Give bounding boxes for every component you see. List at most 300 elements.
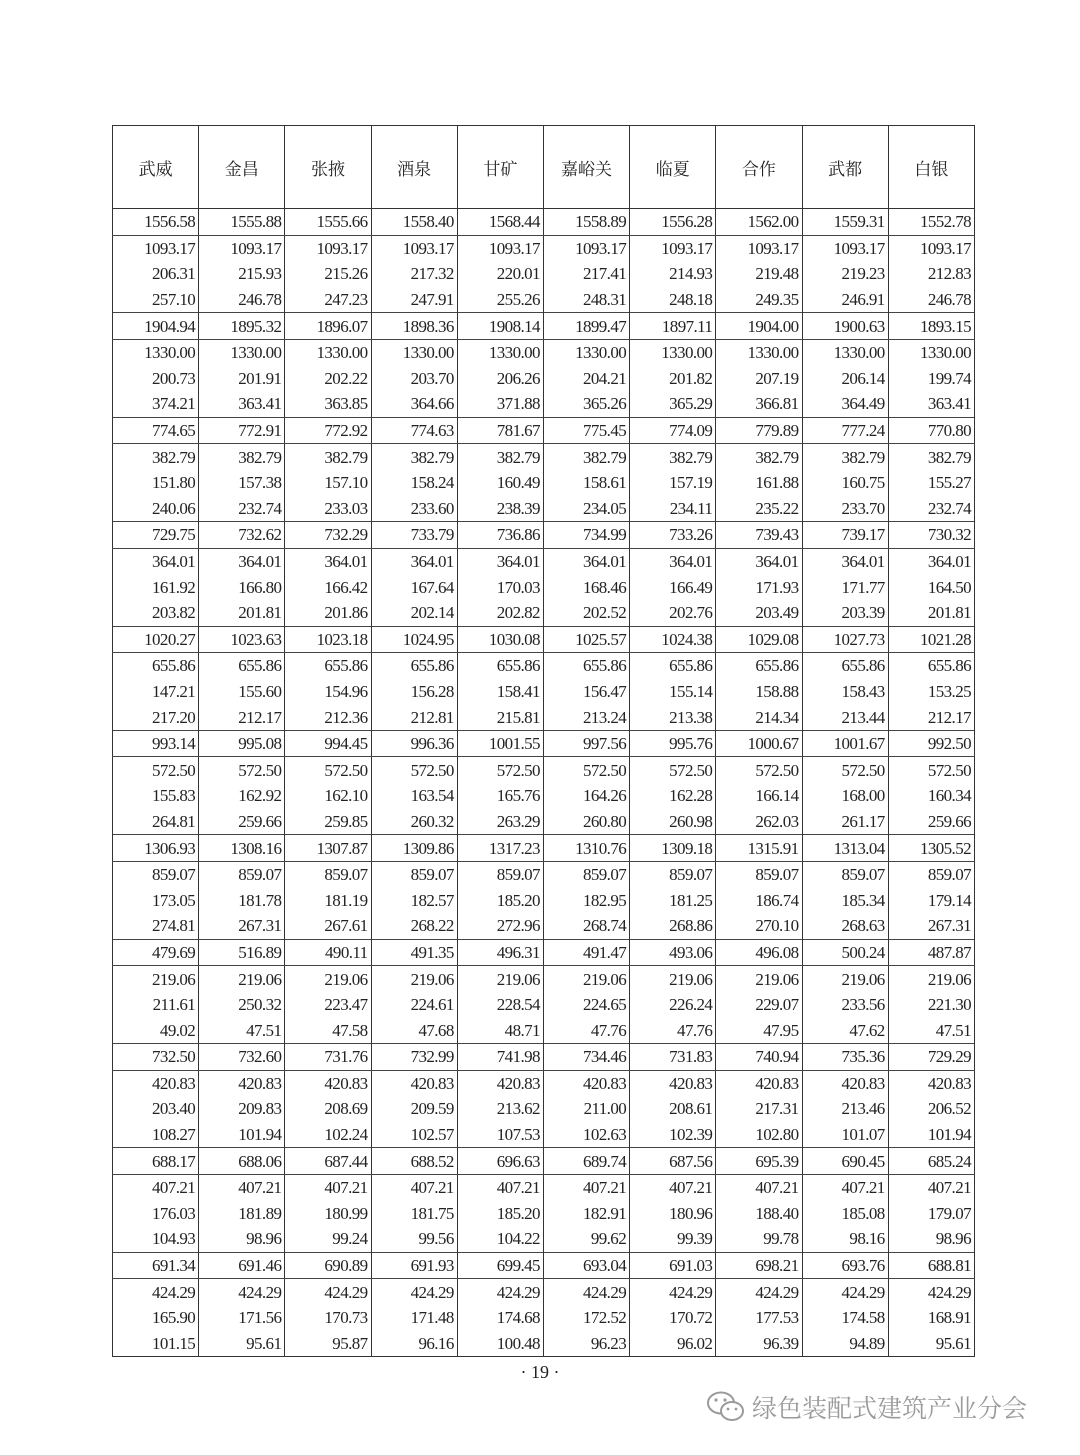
table-cell: 201.82 (630, 366, 716, 392)
table-cell: 99.39 (630, 1226, 716, 1252)
table-cell: 1562.00 (716, 209, 802, 236)
table-cell: 407.21 (457, 1174, 543, 1200)
table-cell: 1330.00 (457, 339, 543, 365)
table-row (113, 1201, 975, 1227)
table-cell: 572.50 (199, 757, 285, 783)
table-cell: 158.43 (802, 679, 888, 705)
table-cell: 96.02 (630, 1331, 716, 1357)
page-number: · 19 · (520, 1362, 560, 1382)
table-cell: 166.80 (199, 574, 285, 600)
table-cell: 1330.00 (199, 339, 285, 365)
table-cell: 235.22 (716, 496, 802, 522)
table-cell: 170.03 (457, 574, 543, 600)
wechat-icon (706, 1390, 746, 1424)
table-cell: 1027.73 (802, 626, 888, 653)
table-cell: 741.98 (457, 1044, 543, 1071)
table-cell: 382.79 (457, 444, 543, 470)
table-cell: 213.44 (802, 704, 888, 730)
table-cell: 691.03 (630, 1252, 716, 1279)
table-cell: 162.28 (630, 783, 716, 809)
table-cell: 479.69 (113, 939, 199, 966)
table-cell: 364.01 (285, 548, 371, 574)
table-cell: 155.83 (113, 783, 199, 809)
table-cell: 655.86 (716, 653, 802, 679)
table-cell: 203.70 (371, 366, 457, 392)
table-cell: 572.50 (285, 757, 371, 783)
table-cell: 732.60 (199, 1044, 285, 1071)
table-cell: 47.68 (371, 1017, 457, 1043)
table-cell: 1020.27 (113, 626, 199, 653)
table-cell: 219.06 (457, 966, 543, 992)
table-cell: 181.78 (199, 887, 285, 913)
table-cell: 233.56 (802, 992, 888, 1018)
table-cell: 364.01 (630, 548, 716, 574)
table-cell: 264.81 (113, 809, 199, 835)
table-cell: 732.99 (371, 1044, 457, 1071)
table-cell: 259.66 (199, 809, 285, 835)
table-cell: 238.39 (457, 496, 543, 522)
table-cell: 1330.00 (543, 339, 629, 365)
table-cell: 268.63 (802, 913, 888, 939)
table-cell: 420.83 (371, 1070, 457, 1096)
table-cell: 859.07 (802, 861, 888, 887)
table-cell: 170.73 (285, 1305, 371, 1331)
table-cell: 206.14 (802, 366, 888, 392)
table-cell: 364.66 (371, 391, 457, 417)
table-cell: 259.66 (888, 809, 974, 835)
table-cell: 172.52 (543, 1305, 629, 1331)
table-cell: 698.21 (716, 1252, 802, 1279)
table-cell: 382.79 (802, 444, 888, 470)
column-header: 甘矿 (457, 126, 543, 209)
table-cell: 164.50 (888, 574, 974, 600)
table-cell: 209.59 (371, 1096, 457, 1122)
table-cell: 859.07 (371, 861, 457, 887)
table-cell: 420.83 (716, 1070, 802, 1096)
data-table (112, 125, 975, 1357)
table-cell: 687.56 (630, 1148, 716, 1175)
table-cell: 98.96 (888, 1226, 974, 1252)
subtotal-row (113, 939, 975, 966)
table-cell: 202.14 (371, 600, 457, 626)
table-cell: 655.86 (113, 653, 199, 679)
table-cell: 181.75 (371, 1201, 457, 1227)
table-cell: 690.89 (285, 1252, 371, 1279)
table-cell: 211.00 (543, 1096, 629, 1122)
table-cell: 407.21 (888, 1174, 974, 1200)
table-cell: 655.86 (457, 653, 543, 679)
column-header: 嘉峪关 (543, 126, 629, 209)
table-cell: 209.83 (199, 1096, 285, 1122)
table-cell: 215.93 (199, 261, 285, 287)
table-cell: 364.01 (113, 548, 199, 574)
table-cell: 655.86 (371, 653, 457, 679)
table-cell: 1897.11 (630, 313, 716, 340)
table-cell: 779.89 (716, 417, 802, 444)
table-row (113, 887, 975, 913)
table-cell: 859.07 (199, 861, 285, 887)
table-cell: 219.06 (113, 966, 199, 992)
table-cell: 496.31 (457, 939, 543, 966)
table-cell: 204.21 (543, 366, 629, 392)
table-cell: 207.19 (716, 366, 802, 392)
table-cell: 262.03 (716, 809, 802, 835)
table-cell: 407.21 (371, 1174, 457, 1200)
table-cell: 730.32 (888, 522, 974, 549)
table-cell: 102.63 (543, 1122, 629, 1148)
table-cell: 223.47 (285, 992, 371, 1018)
table-cell: 272.96 (457, 913, 543, 939)
table-cell: 157.19 (630, 470, 716, 496)
table-cell: 170.72 (630, 1305, 716, 1331)
table-row (113, 704, 975, 730)
table-cell: 240.06 (113, 496, 199, 522)
table-cell: 407.21 (630, 1174, 716, 1200)
table-cell: 424.29 (199, 1279, 285, 1305)
table-cell: 219.06 (543, 966, 629, 992)
table-cell: 201.81 (888, 600, 974, 626)
table-cell: 155.60 (199, 679, 285, 705)
table-cell: 859.07 (457, 861, 543, 887)
table-cell: 260.32 (371, 809, 457, 835)
table-cell: 1552.78 (888, 209, 974, 236)
table-cell: 1898.36 (371, 313, 457, 340)
table-row (113, 809, 975, 835)
table-cell: 859.07 (113, 861, 199, 887)
table-cell: 1093.17 (199, 235, 285, 261)
table-cell: 247.23 (285, 287, 371, 313)
table-cell: 420.83 (630, 1070, 716, 1096)
table-cell: 215.26 (285, 261, 371, 287)
table-cell: 157.38 (199, 470, 285, 496)
table-cell: 160.49 (457, 470, 543, 496)
table-cell: 1899.47 (543, 313, 629, 340)
table-cell: 496.08 (716, 939, 802, 966)
table-cell: 363.41 (888, 391, 974, 417)
table-cell: 735.36 (802, 1044, 888, 1071)
table-cell: 249.35 (716, 287, 802, 313)
table-cell: 774.09 (630, 417, 716, 444)
table-cell: 688.52 (371, 1148, 457, 1175)
table-cell: 226.24 (630, 992, 716, 1018)
table-cell: 206.31 (113, 261, 199, 287)
table-cell: 104.93 (113, 1226, 199, 1252)
table-cell: 690.45 (802, 1148, 888, 1175)
table-cell: 859.07 (285, 861, 371, 887)
table-cell: 407.21 (285, 1174, 371, 1200)
subtotal-row (113, 417, 975, 444)
table-cell: 1893.15 (888, 313, 974, 340)
table-cell: 772.91 (199, 417, 285, 444)
table-cell: 1900.63 (802, 313, 888, 340)
table-row (113, 600, 975, 626)
table-cell: 655.86 (888, 653, 974, 679)
table-cell: 99.62 (543, 1226, 629, 1252)
table-cell: 158.24 (371, 470, 457, 496)
table-cell: 185.08 (802, 1201, 888, 1227)
table-cell: 1025.57 (543, 626, 629, 653)
table-cell: 516.89 (199, 939, 285, 966)
table-cell: 107.53 (457, 1122, 543, 1148)
table-cell: 655.86 (285, 653, 371, 679)
table-cell: 363.85 (285, 391, 371, 417)
table-cell: 224.65 (543, 992, 629, 1018)
table-cell: 1024.95 (371, 626, 457, 653)
table-cell: 215.81 (457, 704, 543, 730)
table-cell: 859.07 (888, 861, 974, 887)
table-cell: 221.30 (888, 992, 974, 1018)
table-cell: 772.92 (285, 417, 371, 444)
table-cell: 363.41 (199, 391, 285, 417)
table-cell: 733.26 (630, 522, 716, 549)
header-row (113, 126, 975, 209)
table-cell: 201.91 (199, 366, 285, 392)
table-row (113, 391, 975, 417)
table-cell: 261.17 (802, 809, 888, 835)
table-cell: 176.03 (113, 1201, 199, 1227)
table-cell: 781.67 (457, 417, 543, 444)
table-cell: 1895.32 (199, 313, 285, 340)
table-cell: 162.10 (285, 783, 371, 809)
table-cell: 219.06 (630, 966, 716, 992)
table-cell: 179.14 (888, 887, 974, 913)
table-cell: 491.47 (543, 939, 629, 966)
table-cell: 1330.00 (888, 339, 974, 365)
table-cell: 732.62 (199, 522, 285, 549)
table-cell: 228.54 (457, 992, 543, 1018)
table-row (113, 679, 975, 705)
table-cell: 219.06 (716, 966, 802, 992)
table-row (113, 783, 975, 809)
table-cell: 493.06 (630, 939, 716, 966)
table-cell: 572.50 (716, 757, 802, 783)
table-cell: 267.31 (199, 913, 285, 939)
table-cell: 420.83 (199, 1070, 285, 1096)
table-cell: 382.79 (371, 444, 457, 470)
table-cell: 420.83 (285, 1070, 371, 1096)
table-cell: 382.79 (113, 444, 199, 470)
table-row (113, 261, 975, 287)
table-cell: 157.10 (285, 470, 371, 496)
table-cell: 1093.17 (716, 235, 802, 261)
table-cell: 165.76 (457, 783, 543, 809)
table-cell: 185.20 (457, 887, 543, 913)
table-cell: 166.14 (716, 783, 802, 809)
table-cell: 47.51 (199, 1017, 285, 1043)
column-header: 酒泉 (371, 126, 457, 209)
table-row (113, 444, 975, 470)
table-row (113, 861, 975, 887)
table-cell: 203.39 (802, 600, 888, 626)
table-cell: 101.07 (802, 1122, 888, 1148)
table-cell: 213.38 (630, 704, 716, 730)
table-cell: 248.18 (630, 287, 716, 313)
table-cell: 160.75 (802, 470, 888, 496)
table-cell: 179.07 (888, 1201, 974, 1227)
column-header: 武威 (113, 126, 199, 209)
table-cell: 364.01 (199, 548, 285, 574)
table-cell: 171.48 (371, 1305, 457, 1331)
table-cell: 171.77 (802, 574, 888, 600)
table-cell: 1024.38 (630, 626, 716, 653)
table-cell: 364.01 (543, 548, 629, 574)
table-cell: 211.61 (113, 992, 199, 1018)
watermark-text: 绿色装配式建筑产业分会 (752, 1394, 1028, 1423)
table-cell: 732.29 (285, 522, 371, 549)
table-row (113, 913, 975, 939)
table-cell: 206.52 (888, 1096, 974, 1122)
table-cell: 1313.04 (802, 835, 888, 862)
table-cell: 1305.52 (888, 835, 974, 862)
table-cell: 1317.23 (457, 835, 543, 862)
table-cell: 1330.00 (371, 339, 457, 365)
table-cell: 47.58 (285, 1017, 371, 1043)
column-header: 张掖 (285, 126, 371, 209)
table-cell: 1023.63 (199, 626, 285, 653)
table-cell: 156.28 (371, 679, 457, 705)
table-cell: 267.31 (888, 913, 974, 939)
table-cell: 1309.86 (371, 835, 457, 862)
table-cell: 188.40 (716, 1201, 802, 1227)
table-cell: 696.63 (457, 1148, 543, 1175)
table-cell: 185.20 (457, 1201, 543, 1227)
table-row (113, 757, 975, 783)
table-cell: 774.65 (113, 417, 199, 444)
table-cell: 202.52 (543, 600, 629, 626)
table-cell: 424.29 (371, 1279, 457, 1305)
table-cell: 729.29 (888, 1044, 974, 1071)
table-cell: 165.90 (113, 1305, 199, 1331)
table-cell: 213.24 (543, 704, 629, 730)
table-cell: 1558.89 (543, 209, 629, 236)
table-cell: 161.88 (716, 470, 802, 496)
table-cell: 1310.76 (543, 835, 629, 862)
table-cell: 181.89 (199, 1201, 285, 1227)
table-cell: 655.86 (543, 653, 629, 679)
table-cell: 859.07 (543, 861, 629, 887)
table-cell: 1896.07 (285, 313, 371, 340)
table-cell: 689.74 (543, 1148, 629, 1175)
table-cell: 995.76 (630, 730, 716, 757)
table-cell: 859.07 (630, 861, 716, 887)
table-cell: 685.24 (888, 1148, 974, 1175)
table-cell: 154.96 (285, 679, 371, 705)
table-cell: 147.21 (113, 679, 199, 705)
column-header: 白银 (888, 126, 974, 209)
table-cell: 260.80 (543, 809, 629, 835)
table-cell: 162.92 (199, 783, 285, 809)
table-cell: 1556.28 (630, 209, 716, 236)
table-cell: 1307.87 (285, 835, 371, 862)
table-cell: 365.29 (630, 391, 716, 417)
table-cell: 182.57 (371, 887, 457, 913)
table-row (113, 1279, 975, 1305)
table-cell: 1093.17 (113, 235, 199, 261)
table-cell: 1904.00 (716, 313, 802, 340)
table-cell: 99.24 (285, 1226, 371, 1252)
table-cell: 740.94 (716, 1044, 802, 1071)
table-cell: 1093.17 (630, 235, 716, 261)
table-cell: 219.48 (716, 261, 802, 287)
table-cell: 233.70 (802, 496, 888, 522)
table-cell: 1555.88 (199, 209, 285, 236)
table-cell: 382.79 (716, 444, 802, 470)
table-cell: 161.92 (113, 574, 199, 600)
table-cell: 158.41 (457, 679, 543, 705)
table-cell: 731.76 (285, 1044, 371, 1071)
table-cell: 47.62 (802, 1017, 888, 1043)
table-row (113, 235, 975, 261)
table-cell: 98.16 (802, 1226, 888, 1252)
table-cell: 268.22 (371, 913, 457, 939)
table-cell: 213.46 (802, 1096, 888, 1122)
table-cell: 996.36 (371, 730, 457, 757)
table-row (113, 966, 975, 992)
table-cell: 572.50 (371, 757, 457, 783)
table-cell: 688.81 (888, 1252, 974, 1279)
table-cell: 212.17 (199, 704, 285, 730)
table-cell: 655.86 (802, 653, 888, 679)
table-cell: 224.61 (371, 992, 457, 1018)
table-cell: 407.21 (543, 1174, 629, 1200)
table-row (113, 1070, 975, 1096)
table-cell: 364.01 (802, 548, 888, 574)
table-row (113, 1096, 975, 1122)
table-cell: 202.22 (285, 366, 371, 392)
table-cell: 155.27 (888, 470, 974, 496)
table-cell: 699.45 (457, 1252, 543, 1279)
table-cell: 248.31 (543, 287, 629, 313)
table-cell: 203.40 (113, 1096, 199, 1122)
subtotal-row (113, 209, 975, 236)
table-cell: 101.15 (113, 1331, 199, 1357)
table-row (113, 1122, 975, 1148)
table-cell: 181.25 (630, 887, 716, 913)
table-cell: 168.00 (802, 783, 888, 809)
table-cell: 255.26 (457, 287, 543, 313)
table-cell: 1330.00 (716, 339, 802, 365)
table-cell: 203.49 (716, 600, 802, 626)
table-cell: 500.24 (802, 939, 888, 966)
table-cell: 182.95 (543, 887, 629, 913)
table-cell: 407.21 (802, 1174, 888, 1200)
table-row (113, 653, 975, 679)
table-cell: 163.54 (371, 783, 457, 809)
table-cell: 572.50 (543, 757, 629, 783)
table-cell: 102.80 (716, 1122, 802, 1148)
table-cell: 155.14 (630, 679, 716, 705)
table-cell: 181.19 (285, 887, 371, 913)
table-cell: 168.46 (543, 574, 629, 600)
table-cell: 424.29 (630, 1279, 716, 1305)
table-row (113, 366, 975, 392)
table-cell: 246.78 (199, 287, 285, 313)
table-cell: 102.39 (630, 1122, 716, 1148)
table-row (113, 1331, 975, 1357)
table-row (113, 548, 975, 574)
table-cell: 424.29 (716, 1279, 802, 1305)
table-cell: 491.35 (371, 939, 457, 966)
table-row (113, 287, 975, 313)
table-cell: 219.06 (802, 966, 888, 992)
table-cell: 234.11 (630, 496, 716, 522)
table-cell: 572.50 (888, 757, 974, 783)
table-cell: 1093.17 (285, 235, 371, 261)
table-cell: 213.62 (457, 1096, 543, 1122)
table-cell: 186.74 (716, 887, 802, 913)
table-cell: 1904.94 (113, 313, 199, 340)
table-cell: 691.93 (371, 1252, 457, 1279)
